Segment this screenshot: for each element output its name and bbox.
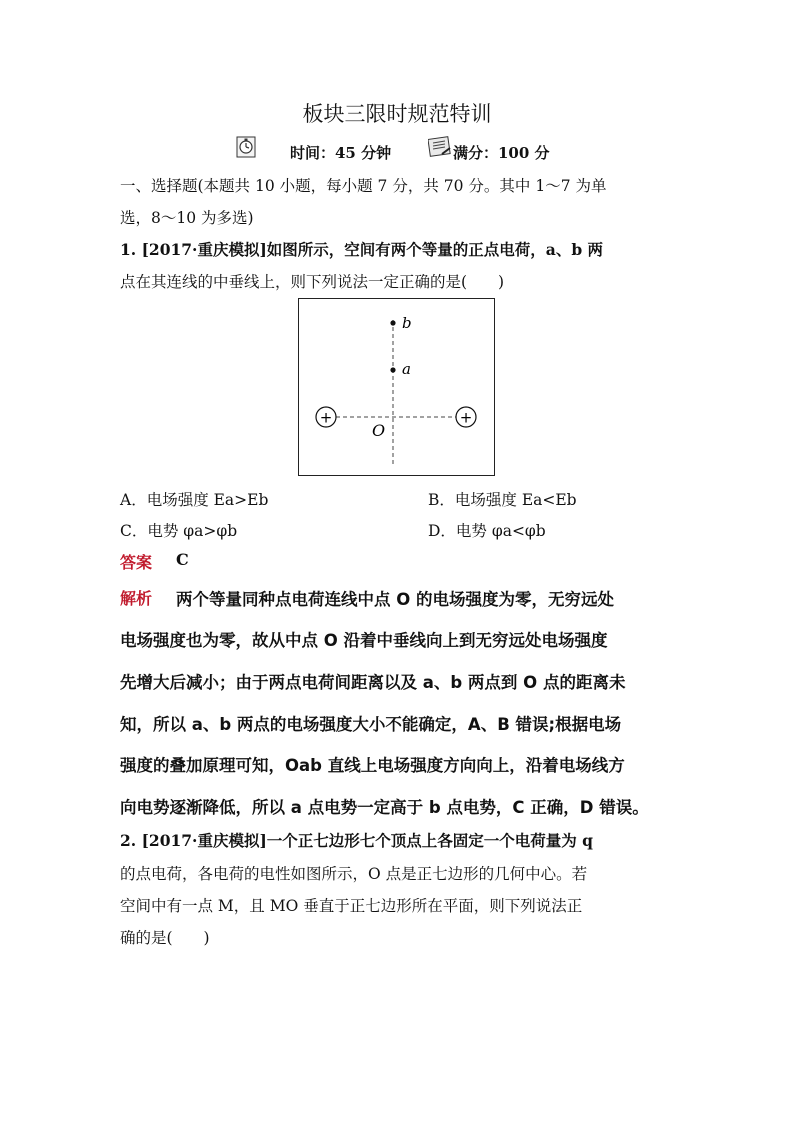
label-o: O [372, 421, 386, 440]
label-b: b [402, 314, 412, 332]
analysis-line-5: 强度的叠加原理可知，Oab 直线上电场强度方向向上，沿着电场线方 [120, 756, 625, 775]
analysis-line-2: 电场强度也为零，故从中点 O 沿着中垂线向上到无穷远处电场强度 [120, 631, 608, 650]
q1-option-d: D．电势 φa<φb [428, 522, 546, 540]
q2-stem-line-1: 2. [2017·重庆模拟]一个正七边形七个顶点上各固定一个电荷量为 q [120, 831, 594, 850]
q1-stem-line-2: 点在其连线的中垂线上，则下列说法一定正确的是( ) [120, 273, 505, 291]
q2-stem-line-2: 的点电荷，各电荷的电性如图所示，O 点是正七边形的几何中心。若 [120, 865, 588, 883]
point-b [390, 320, 395, 325]
label-a: a [402, 360, 411, 378]
point-a [390, 367, 395, 372]
charge-right-sign: + [459, 408, 473, 427]
time-limit: 时间：45 分钟 [290, 144, 392, 162]
analysis-line-3: 先增大后减小；由于两点电荷间距离以及 a、b 两点到 O 点的距离未 [120, 673, 626, 692]
section-heading-line-1: 一、选择题(本题共 10 小题，每小题 7 分，共 70 分。其中 1～7 为单 [120, 177, 607, 195]
charge-left-sign: + [319, 408, 333, 427]
analysis-line-6: 向电势逐渐降低，所以 a 点电势一定高于 b 点电势，C 正确，D 错误。 [120, 798, 649, 817]
q1-option-c: C．电势 φa>φb [120, 522, 238, 540]
q1-option-a: A．电场强度 Ea>Eb [120, 491, 269, 509]
answer-label: 答案 [120, 553, 153, 572]
q1-stem-line-1: 1. [2017·重庆模拟]如图所示，空间有两个等量的正点电荷，a、b 两 [120, 240, 604, 259]
figure-frame [299, 299, 495, 476]
analysis-line-4: 知，所以 a、b 两点的电场强度大小不能确定，A、B 错误;根据电场 [120, 715, 622, 734]
full-score: 满分：100 分 [453, 144, 550, 162]
analysis-line-1: 两个等量同种点电荷连线中点 O 的电场强度为零，无穷远处 [176, 590, 615, 609]
q1-option-b: B．电场强度 Ea<Eb [428, 491, 577, 509]
page-title: 板块三限时规范特训 [302, 102, 492, 126]
q1-figure [298, 298, 496, 478]
analysis-label: 解析 [120, 589, 153, 608]
clock-icon [236, 136, 256, 158]
answer-value: C [176, 550, 189, 569]
q2-stem-line-4: 确的是( ) [120, 929, 210, 947]
section-heading-line-2: 选，8～10 为多选) [120, 209, 254, 227]
score-sheet-icon [428, 136, 452, 158]
q2-stem-line-3: 空间中有一点 M，且 MO 垂直于正七边形所在平面，则下列说法正 [120, 897, 583, 915]
